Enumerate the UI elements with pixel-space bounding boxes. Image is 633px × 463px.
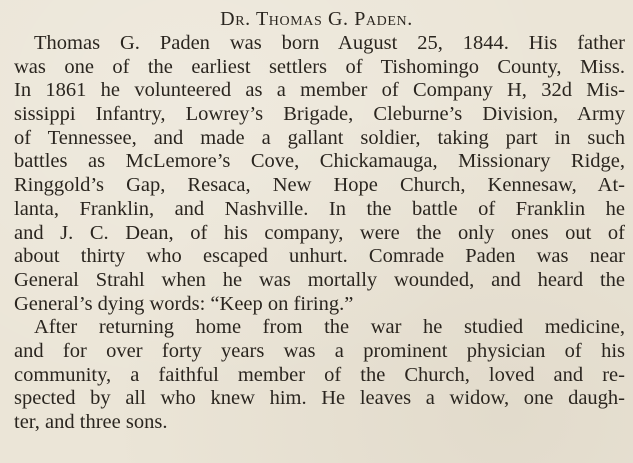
text-line: sissippi Infantry, Lowrey’s Brigade, Cleburne’s Division, Army: [14, 103, 625, 126]
text-line: about thirty who escaped unhurt. Comrade Paden was near: [14, 245, 625, 268]
text-line: battles as McLemore’s Cove, Chickamauga, Missionary Ridge,: [14, 150, 625, 173]
text-line: spected by all who knew him. He leaves a widow, one daugh-: [14, 387, 625, 410]
text-line: In 1861 he volunteered as a member of Company H, 32d Mis-: [14, 79, 625, 102]
text-line: of Tennessee, and made a gallant soldier, taking part in such: [14, 126, 625, 149]
article-title: Dr. Thomas G. Paden.: [220, 8, 413, 30]
text-line: lanta, Franklin, and Nashville. In the battle of Franklin he: [14, 197, 625, 220]
paragraph-1: [14, 32, 625, 316]
text-line: General’s dying words: “Keep on firing.”: [14, 292, 354, 315]
text-line: and for over forty years was a prominent physician of his: [14, 339, 625, 362]
text-line: was one of the earliest settlers of Tishomingo County, Miss.: [14, 55, 625, 78]
text-line: Ringgold’s Gap, Resaca, New Hope Church, Kennesaw, At-: [14, 174, 625, 197]
article-body: [14, 32, 625, 435]
text-line: General Strahl when he was mortally wounded, and heard the: [14, 268, 625, 291]
text-line: ter, and three sons.: [14, 411, 168, 433]
text-line: Thomas G. Paden was born August 25, 1844. His father: [34, 32, 625, 54]
paragraph-2: [14, 316, 625, 434]
text-line: After returning home from the war he studied medicine,: [34, 316, 625, 339]
text-line: community, a faithful member of the Church, loved and re-: [14, 363, 625, 386]
text-line: and J. C. Dean, of his company, were the only ones out of: [14, 221, 625, 244]
